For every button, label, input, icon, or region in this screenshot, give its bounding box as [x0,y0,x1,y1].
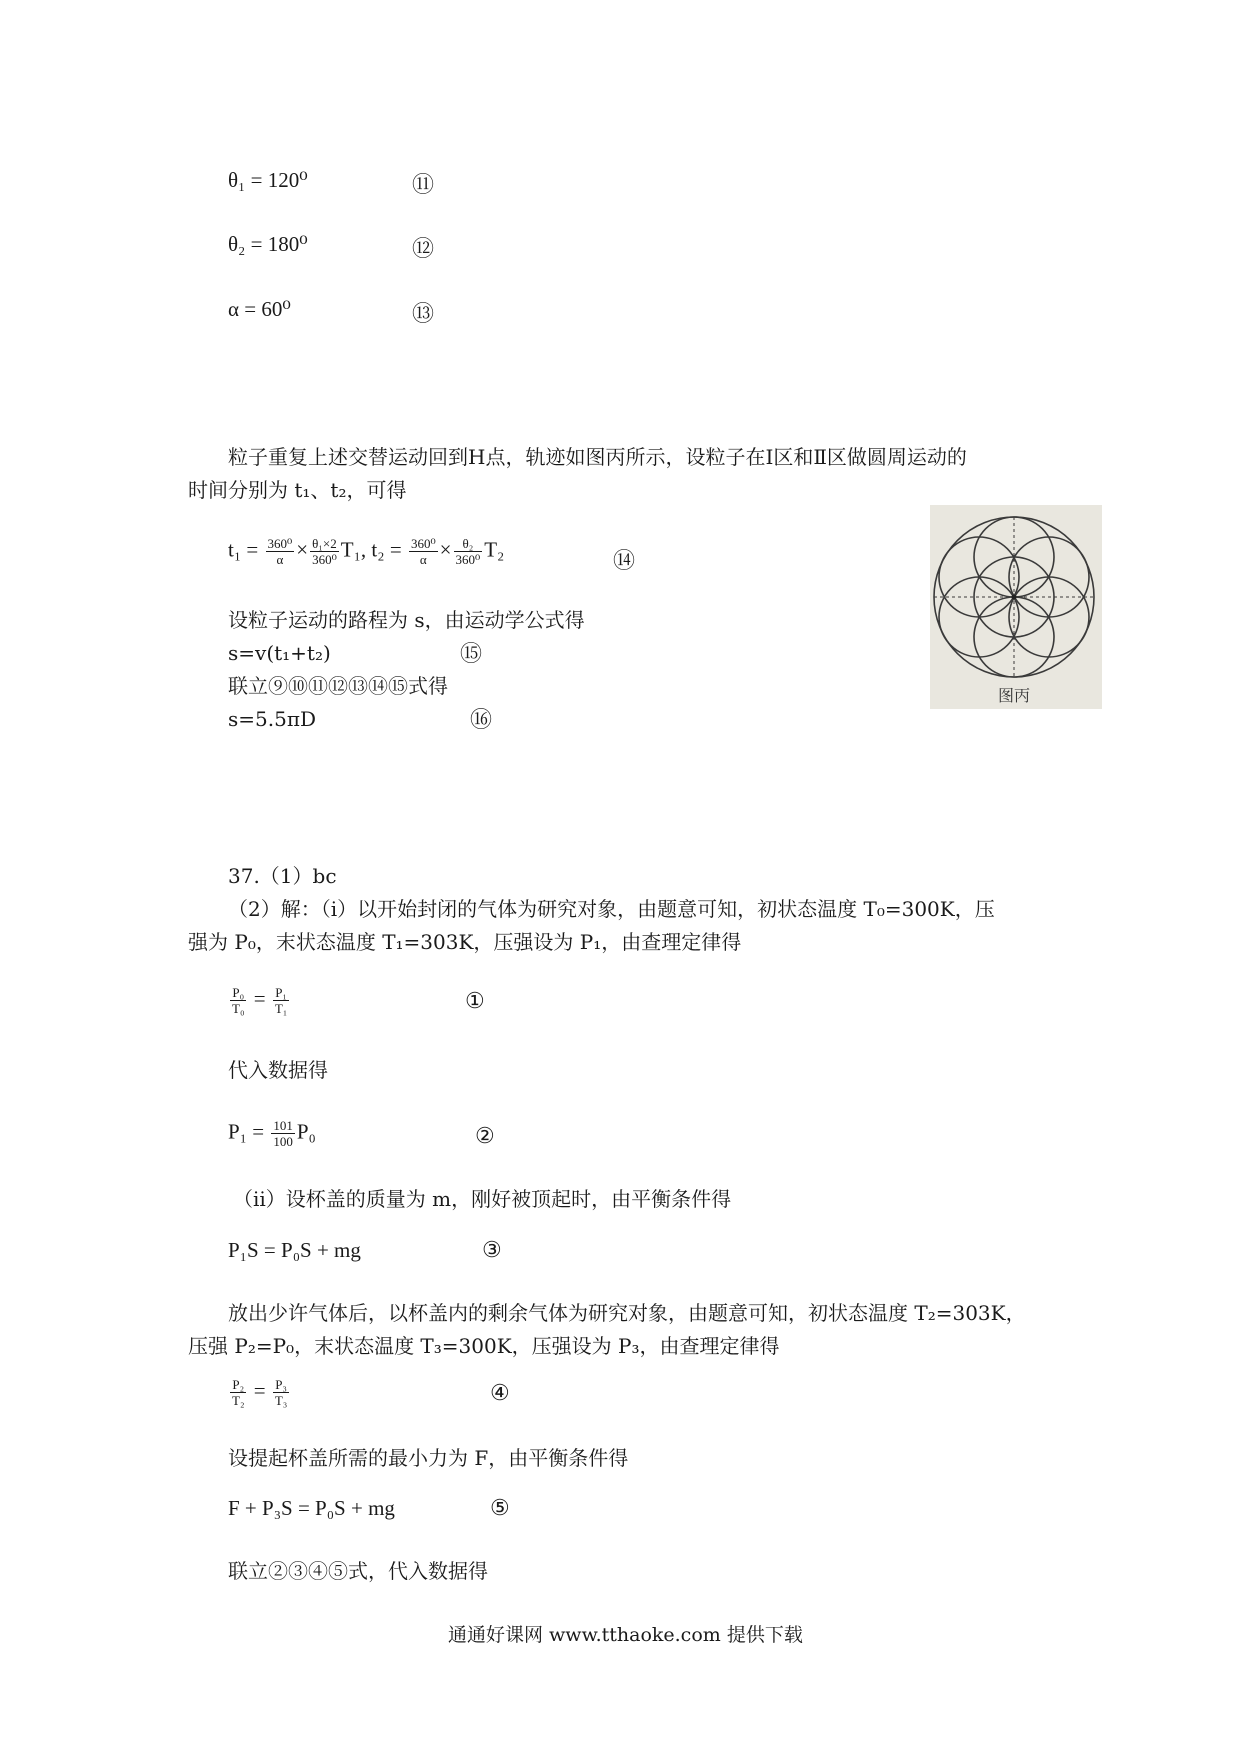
fraction: $\frac{\text{P₁}}{\text{T₁}}$ [274,985,288,1016]
paragraph-line: 粒子重复上述交替运动回到H点，轨迹如图丙所示，设粒子在Ⅰ区和Ⅱ区做圆周运动的 [228,445,967,469]
fraction: $\frac{\text{P₂}}{\text{T₂}}$ [232,1377,245,1408]
equation-number-3: ③ [482,1238,502,1263]
paragraph-line: （2）解：（ⅰ）以开始封闭的气体为研究对象，由题意可知，初状态温度 T₀=300K，压 [228,897,995,921]
equation-number-4: ④ [490,1381,510,1406]
equation-number-11: ⑪ [412,173,435,198]
equation-13: α = 60⁰ [228,297,291,321]
equation-number-12: ⑫ [412,237,435,262]
equation-number-15: ⑮ [460,642,483,667]
fraction: $\frac{\text{θ₂}}{\text{360⁰}}$ [455,536,481,567]
equation-number-13: ⑬ [412,302,435,327]
paragraph-line: （ⅱ）设杯盖的质量为 m，刚好被顶起时，由平衡条件得 [233,1187,732,1211]
equation-16: s=5.5πD [228,707,317,731]
fraction: $\frac{\text{360⁰}}{\alpha}$ [410,536,436,567]
paragraph-line: 设粒子运动的路程为 s，由运动学公式得 [228,608,585,632]
paragraph-line: 放出少许气体后，以杯盖内的剩余气体为研究对象，由题意可知，初状态温度 T₂=303K， [228,1301,1026,1325]
fraction: $\frac{101}{100}$ [273,1118,293,1149]
equation-number-5: ⑤ [490,1496,510,1521]
paragraph-line: 联立⑨⑩⑪⑫⑬⑭⑮式得 [228,674,448,698]
equation-1: $\frac{\text{P₀}}{\text{T₀}}$ = $\frac{\text{P₁}}{\text{T₁}}$ [232,985,288,1016]
equation-11: θ₁ = 120⁰ [228,168,308,192]
paragraph-line: 设提起杯盖所需的最小力为 F，由平衡条件得 [228,1446,629,1470]
equation-12: θ₂ = 180⁰ [228,232,308,256]
equation-14: t₁ = $\frac{\text{360⁰}}{\alpha}$ × $\frac{\text{θ₁×2}}{\text{360⁰}}$ T₁, t₂ = $\frac{\text{360⁰}}{\alpha}$ × $\frac{\text{θ₂}}{\text{360⁰}}$ T₂ [228,536,505,567]
paragraph-line: 联立②③④⑤式，代入数据得 [228,1559,488,1583]
equation-2: P₁ = $\frac{101}{100}$ P₀ [228,1118,316,1149]
page-footer: 通通好课网 www.tthaoke.com 提供下载 [448,1624,803,1646]
equation-number-1: ① [465,989,485,1014]
trajectory-figure [930,505,1102,709]
trajectory-diagram [930,505,1102,709]
paragraph-line: 代入数据得 [228,1058,328,1082]
paragraph-line: 时间分别为 t₁、t₂，可得 [188,478,407,502]
paragraph-line: 压强 P₂=P₀，末状态温度 T₃=300K，压强设为 P₃，由查理定律得 [188,1334,780,1358]
equation-number-16: ⑯ [470,708,493,733]
equation-4: $\frac{\text{P₂}}{\text{T₂}}$ = $\frac{\text{P₃}}{\text{T₃}}$ [232,1377,288,1408]
equation-3: P₁S = P₀S + mg [228,1238,361,1262]
paragraph-line: 强为 P₀，末状态温度 T₁=303K，压强设为 P₁，由查理定律得 [188,930,742,954]
fraction: $\frac{\text{P₀}}{\text{T₀}}$ [232,985,245,1016]
equation-number-14: ⑭ [613,549,636,574]
equation-number-2: ② [475,1124,495,1149]
fraction: $\frac{\text{360⁰}}{\alpha}$ [267,536,293,567]
fraction: $\frac{\text{P₃}}{\text{T₃}}$ [274,1377,288,1408]
center-dot [1012,595,1017,600]
question-37-part-1: 37.（1）bc [228,864,337,888]
equation-15: s=v(t₁+t₂) [228,641,331,665]
fraction: $\frac{\text{θ₁×2}}{\text{360⁰}}$ [312,536,337,567]
figure-caption: 图丙 [998,686,1031,705]
equation-5: F + P₃S = P₀S + mg [228,1496,395,1520]
